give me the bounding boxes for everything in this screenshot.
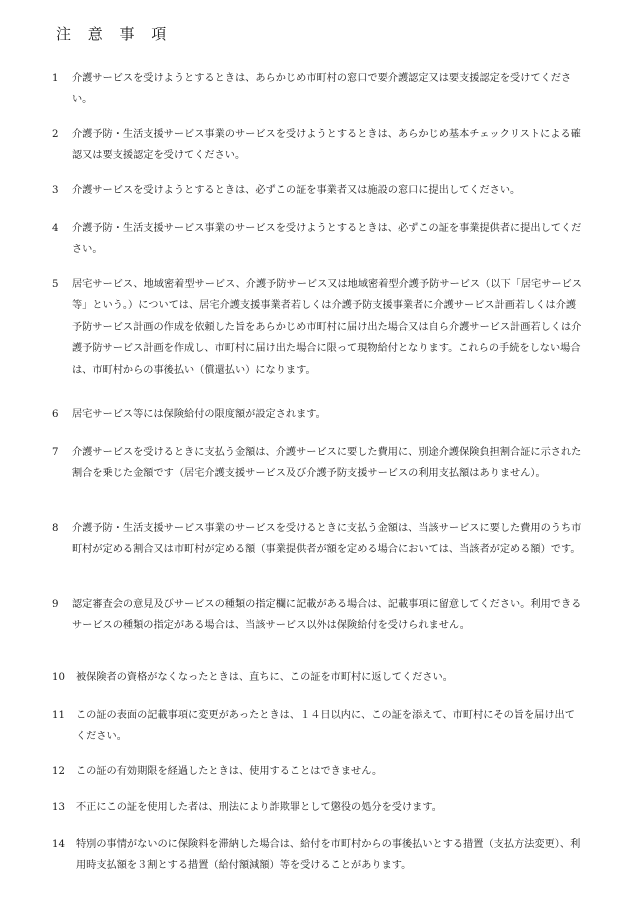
note-number: 2 (52, 129, 59, 140)
note-text: 居宅サービス、地域密着型サービス、介護予防サービス又は地域密着型介護予防サービス（以下「居宅サービス等」という。）については、居宅介護支援事業者若しくは介護予防支援事業者に介護サービス計画若しくは介護予防サービス計画の作成を依頼した旨をあらかじめ市町村に届け出た場合又は自ら介護サービス計画若しくは介護予防サービス計画を作成し、市町村に届け出た場合に限って現物給付となります。これらの手続をしない場合は、市町村からの事後払い（償還払い）になります。 (72, 279, 582, 376)
note-number: 11 (52, 710, 65, 721)
note-number: 10 (52, 672, 65, 683)
note-item-5 (52, 274, 584, 381)
note-number: 6 (52, 409, 59, 420)
note-text: 介護サービスを受けるときに支払う金額は、介護サービスに要した費用に、別途介護保険負担割合証に示された割合を乗じた金額です（居宅介護支援サービス及び介護予防支援サービスの利用支払額はありません）。 (72, 447, 582, 480)
note-text: この証の有効期限を経過したときは、使用することはできません。 (76, 766, 383, 777)
note-number: 14 (52, 839, 65, 850)
note-item-7 (52, 442, 584, 485)
note-text: 居宅サービス等には保険給付の限度額が設定されます。 (72, 409, 326, 420)
note-number: 5 (52, 279, 59, 290)
note-number: 7 (52, 447, 59, 458)
note-number: 12 (52, 766, 65, 777)
note-number: 9 (52, 599, 59, 610)
note-number: 8 (52, 523, 59, 534)
note-text: この証の表面の記載事項に変更があったときは、１４日以内に、この証を添えて、市町村にその旨を届け出てください。 (76, 710, 575, 743)
note-text: 介護サービスを受けようとするときは、あらかじめ市町村の窓口で要介護認定又は要支援認定を受けてください。 (72, 73, 572, 106)
note-item-9 (52, 594, 584, 637)
note-item-1 (52, 68, 584, 111)
note-item-6 (52, 404, 584, 425)
note-item-13 (52, 797, 584, 818)
page-title: 注 意 事 項 (56, 25, 173, 43)
note-text: 介護サービスを受けようとするときは、必ずこの証を事業者又は施設の窓口に提出してください。 (72, 185, 521, 196)
note-text: 不正にこの証を使用した者は、刑法により詐欺罪として懲役の処分を受けます。 (76, 802, 442, 813)
note-item-4 (52, 218, 584, 261)
note-item-3 (52, 180, 584, 201)
note-item-14 (52, 834, 584, 877)
note-number: 1 (52, 73, 59, 84)
note-item-2 (52, 124, 584, 167)
note-text: 特別の事情がないのに保険料を滞納した場合は、給付を市町村からの事後払いとする措置（支払方法変更）、利用時支払額を３割とする措置（給付額減額）等を受けることがあります。 (76, 839, 581, 872)
note-text: 介護予防・生活支援サービス事業のサービスを受けようとするときは、あらかじめ基本チェックリストによる確認又は要支援認定を受けてください。 (72, 129, 581, 162)
note-item-10 (52, 667, 584, 688)
note-text: 介護予防・生活支援サービス事業のサービスを受けるときに支払う金額は、当該サービスに要した費用のうち市町村が定める割合又は市町村が定める額（事業提供者が額を定める場合においては、当該者が定める額）です。 (72, 523, 582, 556)
note-text: 認定審査会の意見及びサービスの種類の指定欄に記載がある場合は、記載事項に留意してください。利用できるサービスの種類の指定がある場合は、当該サービス以外は保険給付を受けられません。 (72, 599, 582, 632)
note-item-8 (52, 518, 584, 561)
note-text: 被保険者の資格がなくなったときは、直ちに、この証を市町村に返してください。 (76, 672, 453, 683)
note-number: 13 (52, 802, 65, 813)
note-item-11 (52, 705, 584, 748)
note-item-12 (52, 761, 584, 782)
note-text: 介護予防・生活支援サービス事業のサービスを受けようとするときは、必ずこの証を事業提供者に提出してください。 (72, 223, 582, 256)
note-number: 4 (52, 223, 59, 234)
note-number: 3 (52, 185, 59, 196)
